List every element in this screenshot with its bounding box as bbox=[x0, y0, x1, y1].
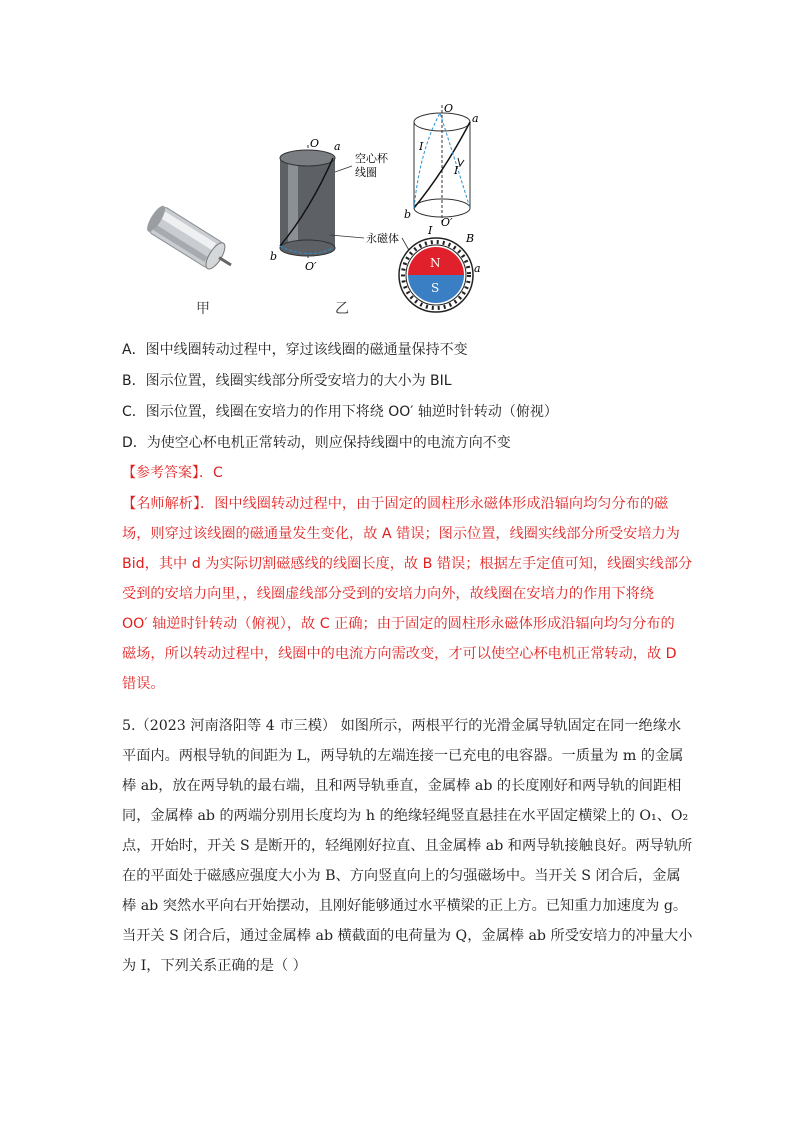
label-b-mid: b bbox=[270, 250, 278, 263]
label-b-field: B bbox=[466, 232, 475, 245]
analysis-line: 【名师解析】．图中线圈转动过程中，由于固定的圆柱形永磁体形成沿辐向均匀分布的磁 bbox=[122, 496, 669, 512]
label-n: N bbox=[430, 256, 441, 270]
answer: 【参考答案】．C bbox=[122, 465, 223, 481]
figure-label-yi: 乙 bbox=[335, 301, 349, 317]
label-i-left: I bbox=[419, 140, 424, 153]
label-xianquan: 线圈 bbox=[355, 166, 377, 179]
question-5 bbox=[122, 711, 693, 981]
question-line: 在的平面处于磁感应强度大小为 B、方向竖直向上的匀强磁场中。当开关 S 闭合后，金属 bbox=[122, 868, 681, 884]
coil-cylinder-outline bbox=[414, 105, 470, 225]
question-line: 点，开始时，开关 S 是断开的，轻绳刚好拉直、且金属棒 ab 和两导轨接触良好。两导轨所 bbox=[122, 838, 693, 854]
motor-photo bbox=[144, 203, 239, 278]
option-c: C．图示位置，线圈在安培力的作用下将绕 OO′ 轴逆时针转动（俯视） bbox=[122, 404, 558, 420]
question-line: 棒 ab，放在两导轨的最右端，且和两导轨垂直，金属棒 ab 的长度刚好和两导轨的间距相 bbox=[122, 778, 682, 794]
label-o-mid: O bbox=[310, 137, 320, 150]
question-line: 5.（2023 河南洛阳等 4 市三模） 如图所示，两根平行的光滑金属导轨固定在同一绝缘水 bbox=[122, 718, 682, 734]
label-yongciti: 永磁体 bbox=[366, 232, 399, 245]
label-s: S bbox=[431, 281, 440, 295]
cup-coil-cylinder bbox=[280, 145, 335, 260]
label-a-right: a bbox=[472, 112, 479, 125]
label-b-right: b bbox=[404, 208, 412, 221]
label-a-magnet: a bbox=[474, 262, 481, 275]
analysis-line: 场，则穿过该线圈的磁通量发生变化，故 A 错误；图示位置，线圈实线部分所受安培力为 bbox=[122, 526, 680, 542]
question-line: 同，金属棒 ab 的两端分别用长度均为 h 的绝缘轻绳竖直悬挂在水平固定横梁上的 O₁、O₂ bbox=[122, 808, 689, 824]
label-o-prime-mid: O′ bbox=[305, 260, 317, 273]
analysis bbox=[122, 489, 692, 699]
question-line: 为 I，下列关系正确的是（ ） bbox=[122, 958, 307, 974]
label-o-prime-right: O′ bbox=[441, 216, 453, 229]
analysis-line: 错误。 bbox=[122, 676, 165, 692]
question-line: 棒 ab 突然水平向右开始摆动，且刚好能够通过水平横梁的正上方。已知重力加速度为 g。 bbox=[122, 898, 688, 914]
label-kongxinbei: 空心杯 bbox=[355, 152, 388, 165]
option-b: B．图示位置，线圈实线部分所受安培力的大小为 BIL bbox=[122, 373, 452, 389]
figure-label-jia: 甲 bbox=[196, 301, 210, 317]
question-line: 平面内。两根导轨的间距为 L，两导轨的左端连接一已充电的电容器。一质量为 m 的金属 bbox=[122, 748, 684, 764]
question-line: 当开关 S 闭合后，通过金属棒 ab 横截面的电荷量为 Q，金属棒 ab 所受安培力的冲量大小 bbox=[122, 928, 693, 944]
motor-diagram bbox=[140, 100, 500, 330]
label-i-bottom: I bbox=[428, 224, 433, 237]
option-a: A．图中线圈转动过程中，穿过该线圈的磁通量保持不变 bbox=[122, 342, 468, 358]
option-d: D．为使空心杯电机正常转动，则应保持线圈中的电流方向不变 bbox=[122, 435, 511, 451]
analysis-line: OO′ 轴逆时针转动（俯视），故 C 正确；由于固定的圆柱形永磁体形成沿辐向均匀分布的 bbox=[122, 616, 675, 632]
analysis-line: 受到的安培力向里，，线圈虚线部分受到的安培力向外，故线圈在安培力的作用下将绕 bbox=[122, 586, 655, 602]
label-i-right: I bbox=[454, 164, 459, 177]
magnet-cross-section bbox=[399, 238, 473, 312]
label-o-right: O bbox=[444, 102, 454, 115]
analysis-line: Bid，其中 d 为实际切割磁感线的线圈长度，故 B 错误；根据左手定值可知，线圈实线部分 bbox=[122, 556, 693, 572]
label-a-mid: a bbox=[334, 140, 341, 153]
analysis-line: 磁场，所以转动过程中，线圈中的电流方向需改变，才可以使空心杯电机正常转动，故 D bbox=[122, 646, 677, 662]
figure bbox=[140, 100, 500, 330]
